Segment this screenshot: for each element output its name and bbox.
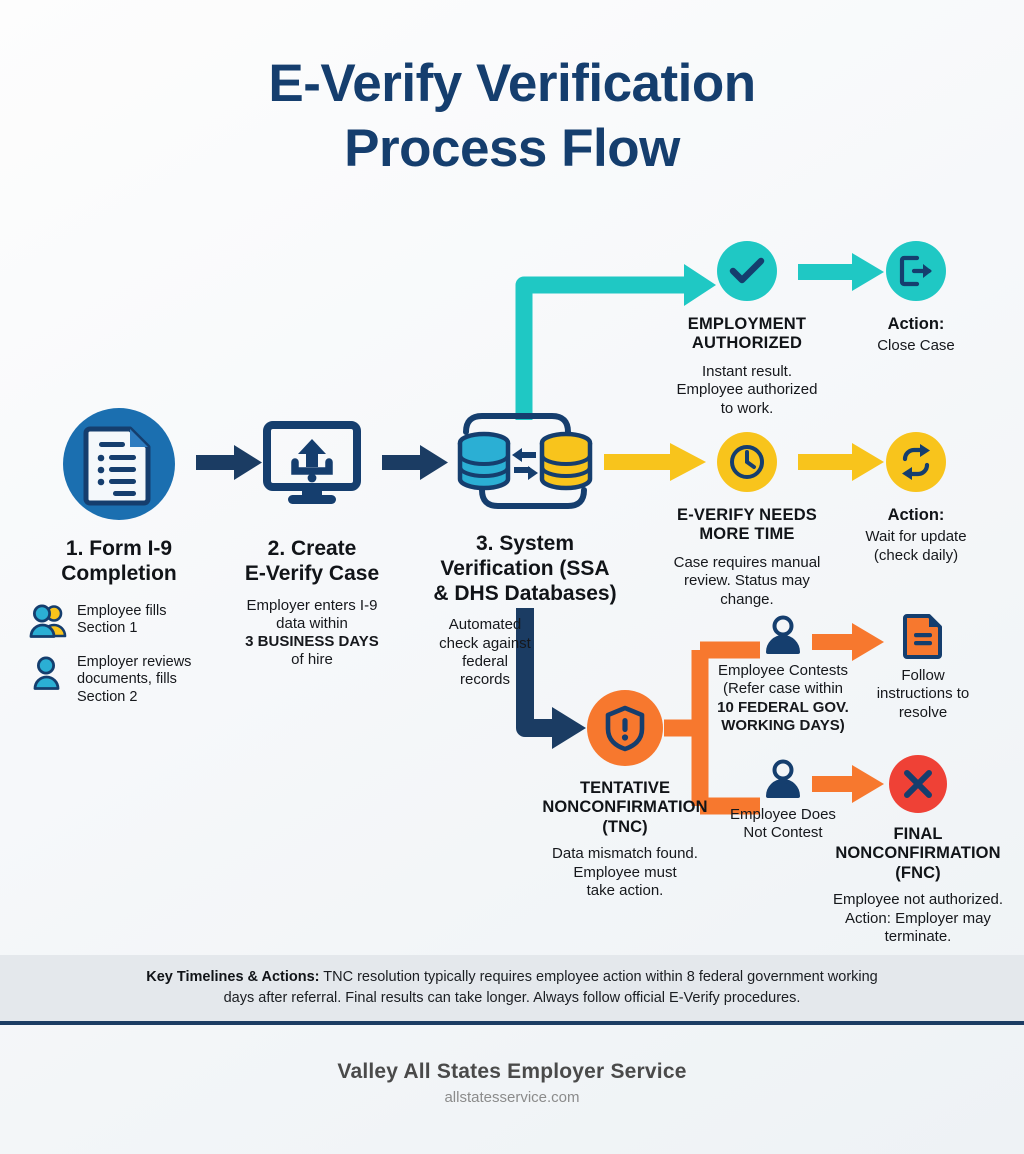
key-timelines-text	[72, 967, 952, 1009]
step-2-title-line-2: E-Verify Case	[244, 561, 380, 585]
authorized-sub-line-3: to work.	[720, 399, 774, 417]
document-checklist-icon	[86, 425, 152, 503]
bullet-1-line-2: Section 1	[77, 620, 138, 637]
follow-line-3: resolve	[898, 703, 948, 721]
step-2-sub-line-2: data within	[276, 614, 348, 632]
close-case-icon-circle	[886, 241, 946, 301]
monitor-upload-icon	[262, 421, 362, 507]
authorized-subtext	[653, 363, 841, 418]
document-icon	[903, 613, 943, 659]
wait-text	[855, 528, 977, 565]
contests-line-2: (Refer case within	[722, 680, 844, 698]
more-time-title-line-1: E-VERIFY NEEDS	[676, 506, 818, 524]
tnc-sub-line-2: Employee must	[573, 863, 677, 881]
title-line-1: E-Verify Verification	[268, 54, 756, 113]
more-time-title	[653, 506, 841, 545]
step-2-sub-strong: 3 BUSINESS DAYS	[245, 633, 379, 651]
step-2-icon-wrap	[256, 408, 368, 520]
contests-line-1: Employee Contests	[717, 662, 849, 679]
title-line-2: Process Flow	[344, 118, 680, 178]
clock-icon	[728, 443, 766, 481]
step-3-sub-line-3: federal	[462, 652, 508, 670]
fnc-subtext	[823, 891, 1013, 946]
tnc-title	[530, 779, 720, 837]
step-1-title-line-1: 1. Form I-9	[65, 537, 173, 560]
wait-text-line-1: Wait for update	[865, 528, 967, 546]
fnc-sub-line-1: Employee not authorized.	[832, 891, 1004, 909]
check-circle-icon	[730, 257, 764, 285]
step-3-sub-line-2: check against	[439, 634, 531, 652]
follow-line-2: instructions to	[876, 685, 970, 703]
databases-exchange-icon	[440, 402, 610, 520]
more-time-sub-line-1: Case requires manual	[673, 553, 821, 571]
wait-text-line-2: (check daily)	[873, 546, 959, 564]
outcome-needs-more-time[interactable]	[653, 432, 841, 609]
result-final-nonconfirmation[interactable]	[823, 755, 1013, 946]
more-time-subtext	[653, 554, 841, 609]
step-2-sub-line-1: Employer enters I-9	[246, 596, 378, 614]
step-3-sub-line-4: records	[459, 671, 511, 689]
step-3-sub-line-1: Automated	[448, 616, 522, 634]
step-2-title-line-1: 2. Create	[267, 537, 357, 560]
wait-label: Action:	[887, 506, 945, 524]
action-wait-for-update[interactable]	[855, 432, 977, 565]
cyan-database	[460, 434, 508, 488]
repeat-icon	[898, 445, 934, 479]
step-2-subtext	[222, 597, 402, 670]
shield-alert-icon	[604, 705, 646, 751]
company-name: Valley All States Employer Service	[337, 1060, 687, 1083]
tnc-title-line-2: NONCONFIRMATION	[542, 798, 708, 817]
step-3-title	[420, 532, 630, 606]
step-1-title-line-2: Completion	[61, 561, 177, 585]
step-3-title-line-1: 3. System	[475, 532, 575, 555]
person-icon	[30, 657, 68, 691]
result-follow-instructions[interactable]	[868, 613, 978, 722]
list-item-text	[77, 654, 191, 707]
branch-employee-contests[interactable]	[693, 616, 873, 735]
authorized-title	[653, 315, 841, 354]
authorized-icon-circle	[717, 241, 777, 301]
action-close-case[interactable]	[855, 241, 977, 356]
outcome-tentative-nonconfirmation[interactable]	[530, 690, 720, 900]
step-2-create-case[interactable]	[222, 408, 402, 670]
authorized-title-line-1: EMPLOYMENT	[687, 315, 807, 333]
contests-text	[693, 662, 873, 735]
more-time-sub-line-3: change.	[720, 590, 774, 608]
close-case-label: Action:	[887, 315, 945, 333]
bullet-2-line-2: documents, fills	[77, 671, 177, 688]
bullet-1-line-1: Employee fills	[77, 602, 167, 619]
wait-icon-circle	[886, 432, 946, 492]
no-contest-line-2: Not Contest	[743, 824, 823, 842]
step-3-subtext	[420, 616, 550, 689]
fnc-sub-line-3: terminate.	[884, 928, 952, 945]
follow-line-1: Follow	[901, 667, 945, 684]
follow-instructions-text	[868, 667, 978, 722]
step-2-sub-line-4: of hire	[291, 651, 333, 669]
tnc-title-line-1: TENTATIVE	[579, 779, 671, 797]
step-1-title	[14, 537, 224, 587]
more-time-sub-line-2: review. Status may	[684, 572, 810, 590]
fnc-title-line-1: FINAL	[893, 825, 943, 843]
authorized-title-line-2: AUTHORIZED	[691, 334, 803, 353]
step-3-system-verification[interactable]	[420, 402, 630, 689]
authorized-sub-line-2: Employee authorized	[676, 381, 818, 399]
tnc-icon-circle	[587, 690, 663, 766]
bullet-2-line-1: Employer reviews	[77, 653, 192, 670]
step-3-title-line-2: Verification (SSA	[440, 556, 610, 580]
step-3-icon-wrap	[440, 402, 610, 520]
step-1-form-i9[interactable]	[14, 408, 224, 707]
close-case-text: Close Case	[877, 337, 955, 355]
key-timelines-label: Key Timelines & Actions:	[146, 968, 320, 985]
list-item[interactable]	[30, 603, 224, 639]
tnc-sub-line-1: Data mismatch found.	[552, 845, 698, 863]
key-timelines-line-1: TNC resolution typically requires employee action within 8 federal government working	[319, 968, 878, 985]
contests-strong-line-2: WORKING DAYS)	[721, 716, 845, 734]
tnc-sub-line-3: take action.	[586, 882, 664, 899]
exchange-arrows-icon	[512, 448, 538, 480]
bullet-2-line-3: Section 2	[77, 688, 138, 705]
step-2-title	[222, 537, 402, 587]
tnc-title-line-3: (TNC)	[602, 817, 648, 836]
fnc-title-line-3: (FNC)	[895, 863, 941, 882]
x-circle-icon	[903, 769, 933, 799]
no-contest-line-1: Employee Does	[730, 806, 836, 823]
exit-door-icon	[899, 255, 933, 287]
more-time-title-line-2: MORE TIME	[699, 525, 795, 544]
outcome-employment-authorized[interactable]	[653, 241, 841, 418]
tnc-subtext	[530, 845, 720, 900]
list-item[interactable]	[30, 654, 224, 707]
authorized-sub-line-1: Instant result.	[701, 362, 793, 380]
key-timelines-line-2: days after referral. Final results can take longer. Always follow official E-Verify procedures.	[223, 990, 801, 1006]
key-timelines-band	[0, 955, 1024, 1021]
footer-divider	[0, 1021, 1024, 1025]
step-1-icon-circle	[63, 408, 175, 520]
two-people-icon	[30, 605, 68, 639]
step-1-bullets	[14, 603, 224, 707]
website-url[interactable]: allstatesservice.com	[444, 1089, 580, 1106]
fnc-sub-line-2: Action: Employer may	[845, 909, 991, 927]
fnc-icon-circle	[889, 755, 947, 813]
fnc-title-line-2: NONCONFIRMATION	[835, 844, 1001, 863]
yellow-database	[542, 434, 590, 488]
person-icon	[761, 616, 805, 656]
branding-footer	[0, 1060, 1024, 1106]
contests-strong-line-1: 10 FEDERAL GOV.	[717, 698, 849, 716]
list-item-text	[77, 603, 166, 638]
fnc-title	[823, 825, 1013, 883]
step-3-title-line-3: & DHS Databases)	[433, 581, 617, 605]
person-icon	[761, 760, 805, 800]
more-time-icon-circle	[717, 432, 777, 492]
